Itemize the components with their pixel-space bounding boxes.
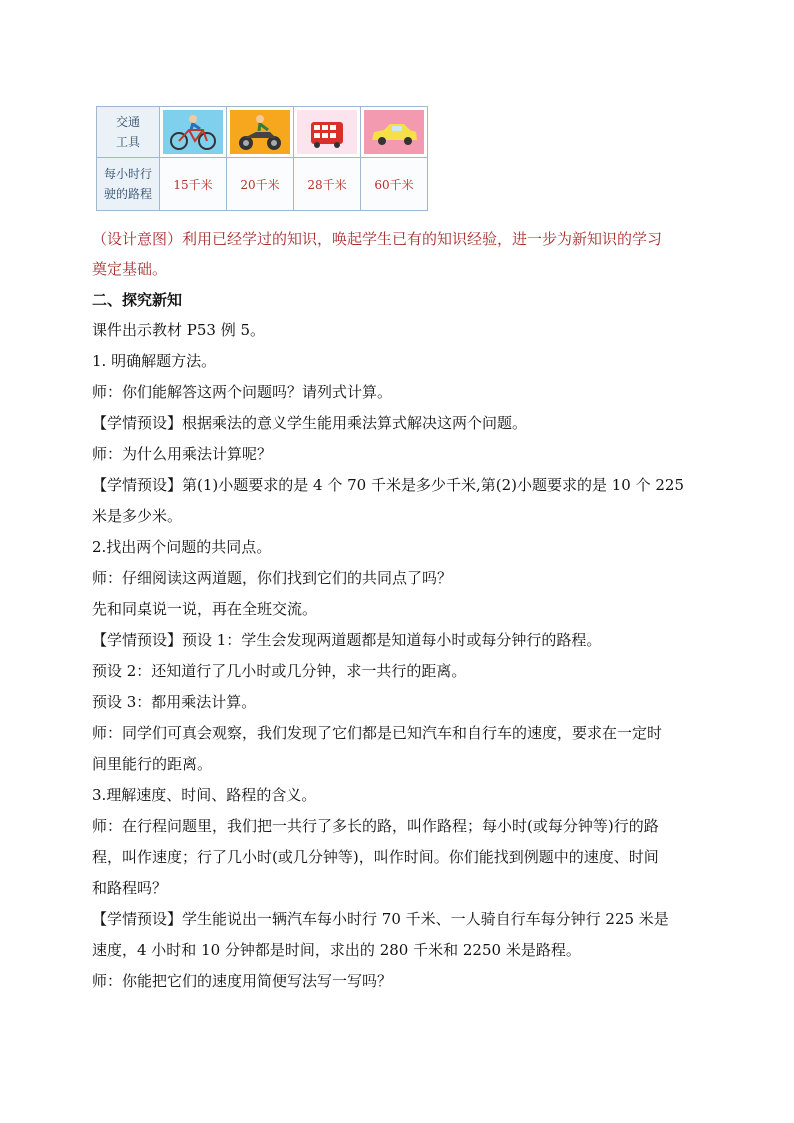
speed-cell: 60千米 bbox=[361, 158, 428, 211]
table-row-speeds bbox=[97, 158, 428, 211]
car-icon bbox=[364, 110, 424, 154]
step-heading: 1. 明确解题方法。 bbox=[92, 352, 217, 370]
paragraph-line: 师：同学们可真会观察，我们发现了它们都是已知汽车和自行车的速度，要求在一定时 bbox=[92, 724, 663, 742]
vehicle-cell-motorcycle bbox=[227, 107, 294, 158]
motorcycle-icon bbox=[230, 110, 290, 154]
paragraph-line: 【学情预设】学生能说出一辆汽车每小时行 70 千米、一人骑自行车每分钟行 225 米是 bbox=[92, 910, 669, 928]
speed-cell: 20千米 bbox=[227, 158, 294, 211]
table-row-vehicles bbox=[97, 107, 428, 158]
paragraph-line: 【学情预设】第(1)小题要求的是 4 个 70 千米是多少千米,第(2)小题要求的是 10 个 225 bbox=[92, 476, 684, 494]
paragraph-line: 课件出示教材 P53 例 5。 bbox=[92, 321, 266, 339]
paragraph-line: 师：你们能解答这两个问题吗？请列式计算。 bbox=[92, 383, 393, 401]
header-text: 每小时行 bbox=[103, 167, 152, 181]
paragraph-line: 先和同桌说一说，再在全班交流。 bbox=[92, 600, 318, 618]
paragraph-line: 师：你能把它们的速度用简便写法写一写吗？ bbox=[92, 972, 393, 990]
design-intent-text: 奠定基础。 bbox=[92, 260, 168, 278]
vehicle-speed-table bbox=[96, 106, 428, 211]
vehicle-cell-bus bbox=[294, 107, 361, 158]
paragraph-line: 预设 2：还知道行了几小时或几分钟，求一共行的距离。 bbox=[92, 662, 467, 680]
header-cell-distance bbox=[97, 158, 160, 211]
step-heading: 2.找出两个问题的共同点。 bbox=[92, 538, 272, 556]
paragraph-line: 间里能行的距离。 bbox=[92, 755, 213, 773]
vehicle-cell-bicycle bbox=[160, 107, 227, 158]
section-heading: 二、探究新知 bbox=[92, 291, 183, 309]
paragraph-line: 师：仔细阅读这两道题，你们找到它们的共同点了吗？ bbox=[92, 569, 453, 587]
design-intent-text: （设计意图）利用已经学过的知识，唤起学生已有的知识经验，进一步为新知识的学习 bbox=[92, 230, 663, 248]
bicycle-icon bbox=[163, 110, 223, 154]
paragraph-line: 程，叫作速度；行了几小时(或几分钟等)，叫作时间。你们能找到例题中的速度、时间 bbox=[92, 848, 659, 866]
vehicle-cell-car bbox=[361, 107, 428, 158]
speed-cell: 28千米 bbox=[294, 158, 361, 211]
paragraph-line: 师：在行程问题里，我们把一共行了多长的路，叫作路程；每小时(或每分钟等)行的路 bbox=[92, 817, 659, 835]
paragraph-line: 【学情预设】根据乘法的意义学生能用乘法算式解决这两个问题。 bbox=[92, 414, 528, 432]
header-text: 驶的路程 bbox=[103, 187, 152, 201]
step-heading: 3.理解速度、时间、路程的含义。 bbox=[92, 786, 317, 804]
paragraph-line: 师：为什么用乘法计算呢？ bbox=[92, 445, 273, 463]
paragraph-line: 预设 3：都用乘法计算。 bbox=[92, 693, 257, 711]
header-cell-vehicle bbox=[97, 107, 160, 158]
speed-cell: 15千米 bbox=[160, 158, 227, 211]
paragraph-line: 【学情预设】预设 1：学生会发现两道题都是知道每小时或每分钟行的路程。 bbox=[92, 631, 602, 649]
paragraph-line: 速度，4 小时和 10 分钟都是时间，求出的 280 千米和 2250 米是路程。 bbox=[92, 941, 581, 959]
bus-icon bbox=[297, 110, 357, 154]
paragraph-line: 和路程吗？ bbox=[92, 879, 168, 897]
header-text: 工具 bbox=[115, 135, 140, 149]
paragraph-line: 米是多少米。 bbox=[92, 507, 183, 525]
header-text: 交通 bbox=[115, 115, 140, 129]
